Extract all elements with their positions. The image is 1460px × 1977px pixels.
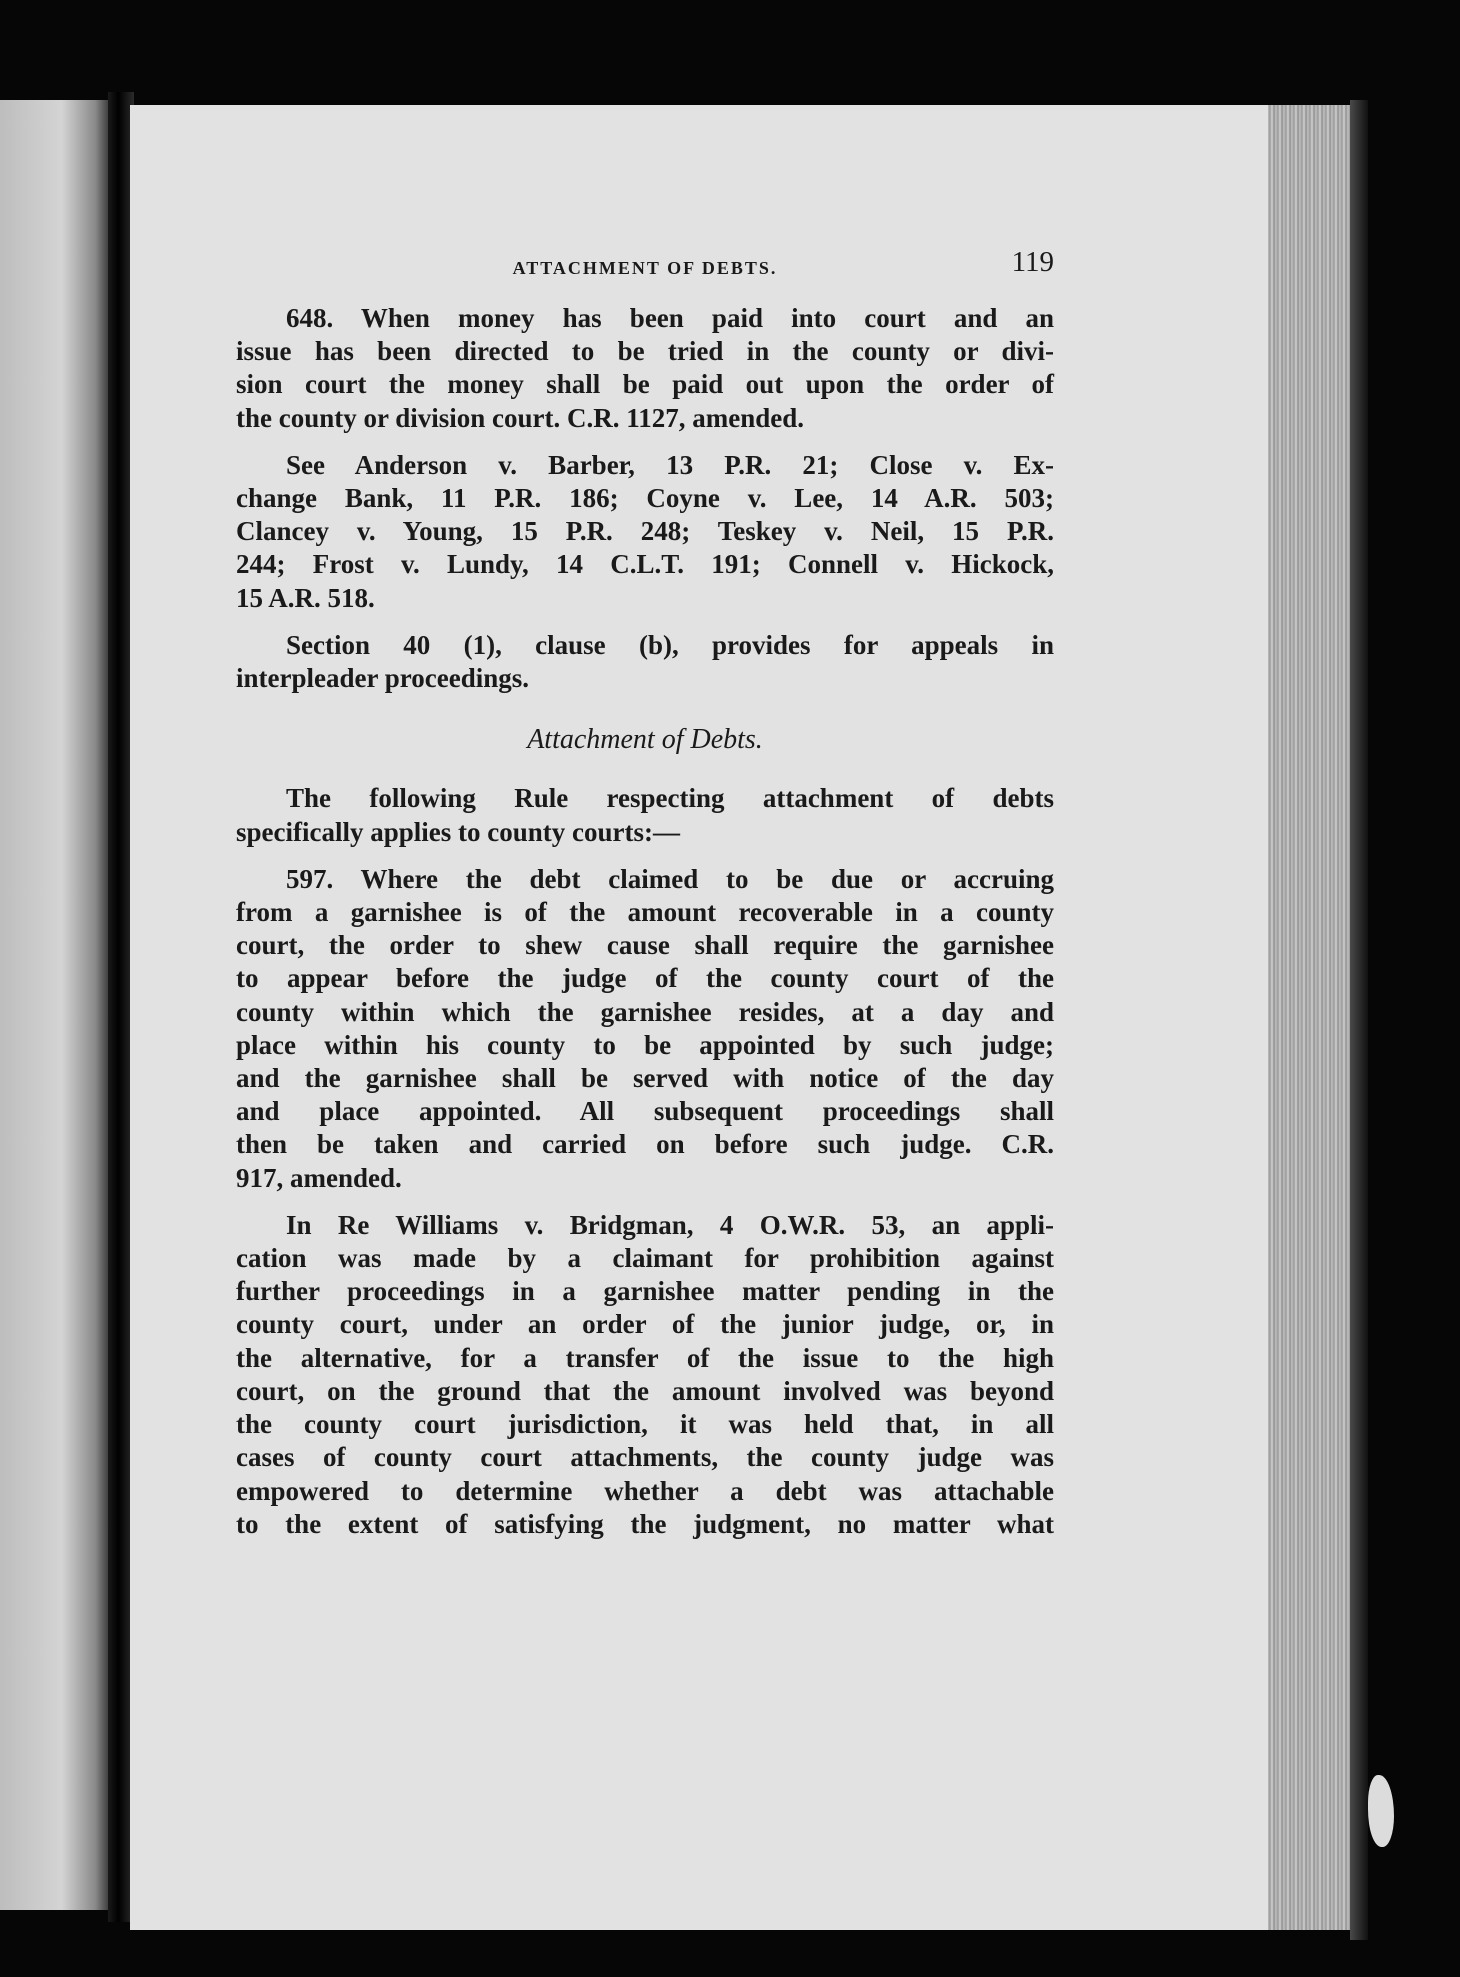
text-line: empowered to determine whether a debt was attachable (236, 1475, 1054, 1506)
text-line: from a garnishee is of the amount recoverable in a county (236, 897, 1054, 928)
page-number: 119 (1011, 246, 1054, 278)
text-line: 15 A.R. 518. (236, 582, 375, 613)
text-line: Section 40 (1), clause (b), provides for appeals in (286, 629, 1054, 660)
text-line: cation was made by a claimant for prohibition against (236, 1243, 1054, 1274)
section-heading: Attachment of Debts. (527, 724, 763, 756)
text-line: then be taken and carried on before such judge. C.R. (236, 1129, 1054, 1160)
rule-648-paragraph (236, 302, 1054, 435)
text-line: to the extent of satisfying the judgment, no matter what (236, 1508, 1054, 1539)
case-citations-paragraph (236, 449, 1054, 615)
williams-case-paragraph (236, 1209, 1054, 1541)
section-40-paragraph (236, 629, 1054, 695)
text-line: sion court the money shall be paid out upon the order of (236, 369, 1054, 400)
text-line: The following Rule respecting attachment of debts (286, 783, 1054, 814)
text-line: Clancey v. Young, 15 P.R. 248; Teskey v. Neil, 15 P.R. (236, 516, 1054, 547)
text-line: county within which the garnishee resides, at a day and (236, 996, 1054, 1027)
text-line: 917, amended. (236, 1162, 402, 1193)
text-line: interpleader proceedings. (236, 663, 529, 694)
text-line: change Bank, 11 P.R. 186; Coyne v. Lee, 14 A.R. 503; (236, 483, 1054, 514)
text-line: and the garnishee shall be served with notice of the day (236, 1063, 1054, 1094)
running-title: ATTACHMENT OF DEBTS. (512, 258, 778, 278)
text-line: See Anderson v. Barber, 13 P.R. 21; Close v. Ex- (286, 449, 1054, 480)
running-head (236, 246, 1054, 290)
text-line: to appear before the judge of the county court of the (236, 963, 1054, 994)
text-line: county court, under an order of the junior judge, or, in (236, 1309, 1054, 1340)
text-line: 244; Frost v. Lundy, 14 C.L.T. 191; Connell v. Hickock, (236, 549, 1054, 580)
text-line: In Re Williams v. Bridgman, 4 O.W.R. 53, an appli- (286, 1209, 1054, 1240)
facing-page-edge (0, 100, 112, 1910)
text-line: and place appointed. All subsequent proceedings shall (236, 1096, 1054, 1127)
text-line: 597. Where the debt claimed to be due or accruing (286, 863, 1054, 894)
page-text (236, 246, 1054, 1555)
text-line: issue has been directed to be tried in the county or divi- (236, 336, 1054, 367)
text-line: the county or division court. C.R. 1127, amended. (236, 402, 805, 433)
intro-rule-paragraph (236, 782, 1054, 848)
page-fore-edge (1268, 105, 1350, 1930)
text-line: further proceedings in a garnishee matter pending in the (236, 1276, 1054, 1307)
text-line: cases of county court attachments, the county judge was (236, 1442, 1054, 1473)
text-line: 648. When money has been paid into court and an (286, 303, 1054, 333)
scan-artifact (1368, 1775, 1394, 1847)
text-line: the county court jurisdiction, it was held that, in all (236, 1409, 1054, 1440)
rule-597-paragraph (236, 863, 1054, 1195)
text-line: court, the order to shew cause shall require the garnishee (236, 930, 1054, 961)
text-line: the alternative, for a transfer of the issue to the high (236, 1342, 1054, 1373)
text-line: court, on the ground that the amount involved was beyond (236, 1375, 1054, 1406)
text-line: place within his county to be appointed by such judge; (236, 1029, 1054, 1060)
text-line: specifically applies to county courts:— (236, 816, 680, 847)
book-cover-edge (1350, 100, 1368, 1940)
